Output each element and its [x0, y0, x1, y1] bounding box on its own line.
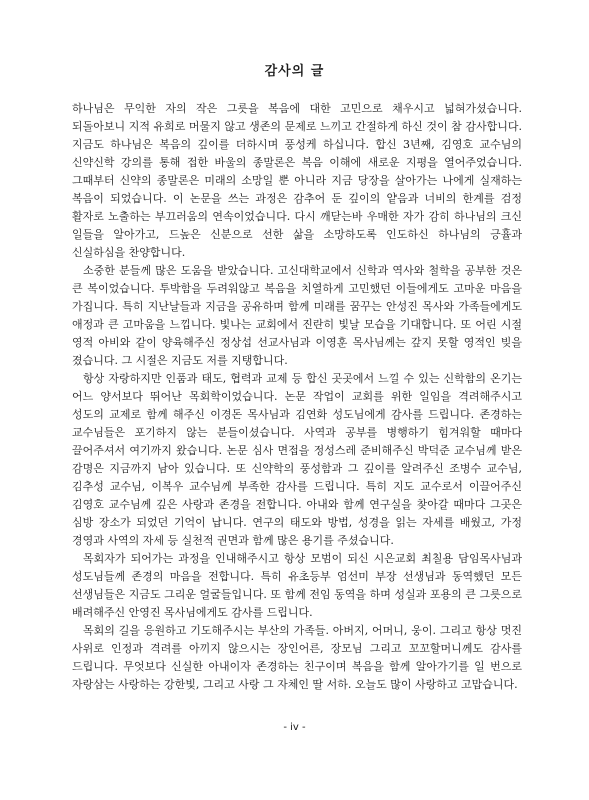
paragraph-2: 소중한 분들께 많은 도움을 받았습니다. 고신대학교에서 신학과 역사와 철학을 공부한 것은 큰 복이었습니다. 투박함을 두려워않고 복음을 치열하게 고민했던 이들에게도 고마운 마음을 가집니다. 특히 지난날들과 지금을 공유하며 함께 미래를 꿈꾸는 안성진 목사와 가족들에게도 애정과 큰 고마움을 느낍니다. 빛나는 교회에서 진란히 빛날 모습을 기대합니다. 또 어린 시절 영적 아비와 같이 양육해주신 정상섭 선교사님과 이영훈 목사님께는 갚지 못할 영적인 빚을 졌습니다. 그 시절은 지금도 저를 지탱합니다.	[72, 264, 522, 367]
paragraph-5: 목회의 길을 응원하고 기도해주시는 부산의 가족들. 아버지, 어머니, 웅이. 그리고 항상 멋진 사위로 인정과 격려를 아끼지 않으시는 장인어른, 장모님 그리고 꼬꼬할머니께도 감사를 드립니다. 무엇보다 신실한 아내이자 존경하는 친구이며 복음을 함께 알아가기를 일 번으로 자랑삼는 사랑하는 강한빛, 그리고 사랑 그 자체인 딸 서하. 오늘도 많이 사랑하고 고맙습니다.	[72, 624, 522, 691]
paragraph-3: 항상 자랑하지만 인품과 태도, 협력과 교제 등 합신 곳곳에서 느낄 수 있는 신학함의 온기는 어느 양서보다 뛰어난 목회학이었습니다. 논문 작업이 교회를 위한 일임을 격려해주시고 성도의 교제로 함께 해주신 이경돈 목사님과 김연화 성도님에게 감사를 드립니다. 존경하는 교수님들은 포기하지 않는 분들이셨습니다. 사역과 공부를 병행하기 힘겨워할 때마다 끌어주셔서 여기까지 왔습니다. 논문 심사 면접을 정성스레 준비해주신 박덕준 교수님께 받은 감명은 지금까지 남아 있습니다. 또 신약학의 풍성함과 그 깊이를 알려주신 조병수 교수님, 김추성 교수님, 이복우 교수님께 부족한 감사를 드립니다. 특히 지도 교수로서 이끌어주신 김영호 교수님께 깊은 사랑과 존경을 전합니다. 아내와 함께 연구실을 찾아갈 때마다 그곳은 심방 장소가 되었던 기억이 납니다. 연구의 태도와 방법, 성경을 읽는 자세를 배웠고, 가정 경영과 사역의 자세 등 실천적 권면과 함께 많은 용기를 주셨습니다.	[72, 372, 522, 547]
acknowledgement-body	[72, 100, 522, 694]
page-number: - iv -	[283, 722, 306, 733]
paragraph-4: 목회자가 되어가는 과정을 인내해주시고 항상 모범이 되신 시은교회 최칠용 담임목사님과 성도님들께 존경의 마음을 전합니다. 특히 유초등부 엄선미 부장 선생님과 동역했던 모든 선생님들은 지금도 그리운 얼굴들입니다. 또 함께 전임 동역을 하며 성실과 포용의 큰 그릇으로 배려해주신 안영진 목사님에게도 감사를 드립니다.	[72, 552, 522, 619]
paragraph-1: 하나님은 무익한 자의 작은 그릇을 복음에 대한 고민으로 채우시고 넓혀가셨습니다. 되돌아보니 지적 유희로 머물지 않고 생존의 문제로 느끼고 간절하게 하신 것이 참 감사합니다. 지금도 하나님은 복음의 깊이를 더하시며 풍성케 하십니다. 합신 3년째, 김영호 교수님의 신약신학 강의를 통해 접한 바울의 종말론은 복음 이해에 새로운 지평을 열어주었습니다. 그때부터 신약의 종말론은 미래의 소망일 뿐 아니라 지금 당장을 살아가는 나에게 실재하는 복음이 되었습니다. 이 논문을 쓰는 과정은 감추어 둔 깊이의 얕음과 너비의 한계를 검정 활자로 노출하는 부끄러움의 연속이었습니다. 다시 깨닫는바 우매한 자가 감히 하나님의 크신 일들을 알아가고, 드높은 신분으로 선한 삶을 소망하도록 인도하신 하나님의 긍휼과 신실하심을 찬양합니다.	[72, 102, 522, 259]
page-title: 감사의 글	[264, 64, 325, 79]
